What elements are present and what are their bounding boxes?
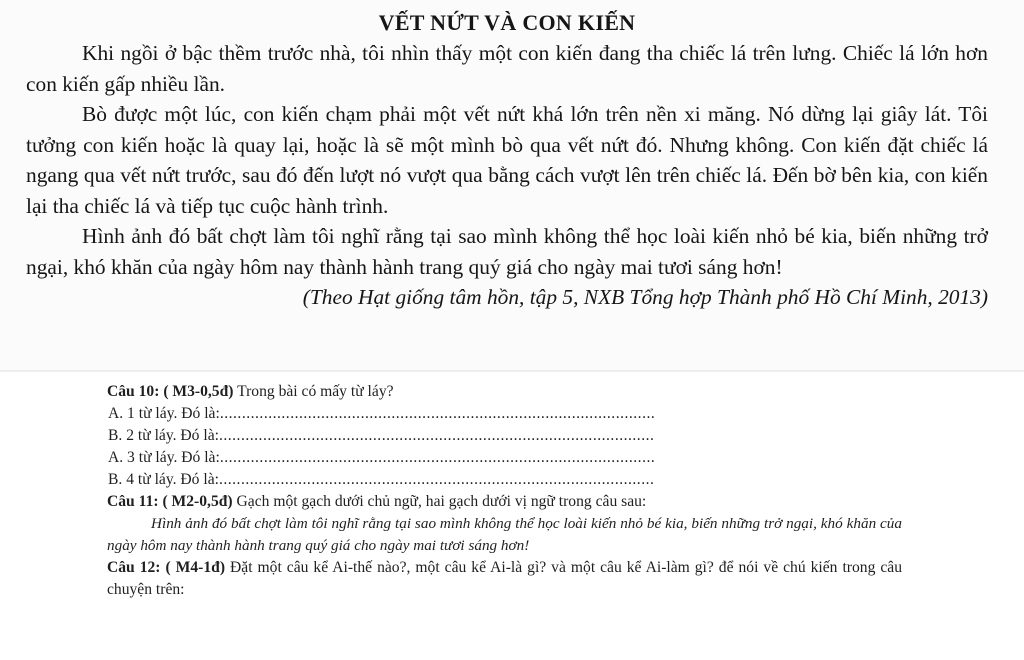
section-divider: [0, 370, 1024, 372]
question-10-option-3: [107, 447, 902, 469]
question-12-text: Đặt một câu kể Ai-thế nào?, một câu kể Ai-là gì? và một câu kể Ai-làm gì? để nói về chú kiến trong câu chuyện trên:: [107, 559, 902, 598]
questions-section: [107, 381, 902, 601]
question-10-option-2: [107, 425, 902, 447]
option-label: B. 4 từ láy. Đó là:: [108, 471, 219, 488]
question-10-label: Câu 10: ( M3-0,5đ): [107, 383, 234, 400]
answer-blank: ...................................................................................................: [219, 449, 656, 466]
question-11-label: Câu 11: ( M2-0,5đ): [107, 493, 233, 510]
question-11: [107, 491, 902, 513]
question-10-option-1: [107, 403, 902, 425]
answer-blank: ...................................................................................................: [218, 471, 655, 488]
story-paragraph-3: Hình ảnh đó bất chợt làm tôi nghĩ rằng tại sao mình không thể học loài kiến nhỏ bé kia, biến những trở ngại, khó khăn của ngày hôm nay thành hành trang quý giá cho ngày mai tươi sáng hơn!: [26, 224, 988, 279]
story-title: VẾT NỨT VÀ CON KIẾN: [378, 10, 636, 35]
question-10-option-4: [107, 469, 902, 491]
answer-blank: ...................................................................................................: [218, 427, 655, 444]
story-source: (Theo Hạt giống tâm hồn, tập 5, NXB Tổng hợp Thành phố Hồ Chí Minh, 2013): [302, 285, 988, 309]
story-section: [26, 8, 988, 313]
question-11-text: Gạch một gạch dưới chủ ngữ, hai gạch dưới vị ngữ trong câu sau:: [236, 493, 647, 510]
question-10-text: Trong bài có mấy từ láy?: [237, 383, 394, 400]
answer-blank: ...................................................................................................: [219, 405, 656, 422]
question-12: [107, 557, 902, 601]
option-label: B. 2 từ láy. Đó là:: [108, 427, 219, 444]
option-label: A. 1 từ láy. Đó là:: [108, 405, 220, 422]
option-label: A. 3 từ láy. Đó là:: [108, 449, 220, 466]
story-paragraph-2: Bò được một lúc, con kiến chạm phải một vết nứt khá lớn trên nền xi măng. Nó dừng lại giây lát. Tôi tưởng con kiến hoặc là quay lại, hoặc là sẽ một mình bò qua vết nứt đó. Nhưng không. Con kiến đặt chiếc lá ngang qua vết nứt trước, sau đó đến lượt nó vượt qua bằng cách vượt lên trên chiếc lá. Đến bờ bên kia, con kiến lại tha chiếc lá và tiếp tục cuộc hành trình.: [26, 102, 988, 218]
question-11-quote: Hình ảnh đó bất chợt làm tôi nghĩ rằng tại sao mình không thể học loài kiến nhỏ bé kia, biến những trở ngại, khó khăn của ngày hôm nay thành hành trang quý giá cho ngày mai tươi sáng hơn!: [107, 515, 902, 554]
question-10: [107, 381, 902, 403]
question-12-label: Câu 12: ( M4-1đ): [107, 559, 226, 576]
story-paragraph-1: Khi ngồi ở bậc thềm trước nhà, tôi nhìn thấy một con kiến đang tha chiếc lá trên lưng. Chiếc lá lớn hơn con kiến gấp nhiều lần.: [26, 41, 988, 96]
